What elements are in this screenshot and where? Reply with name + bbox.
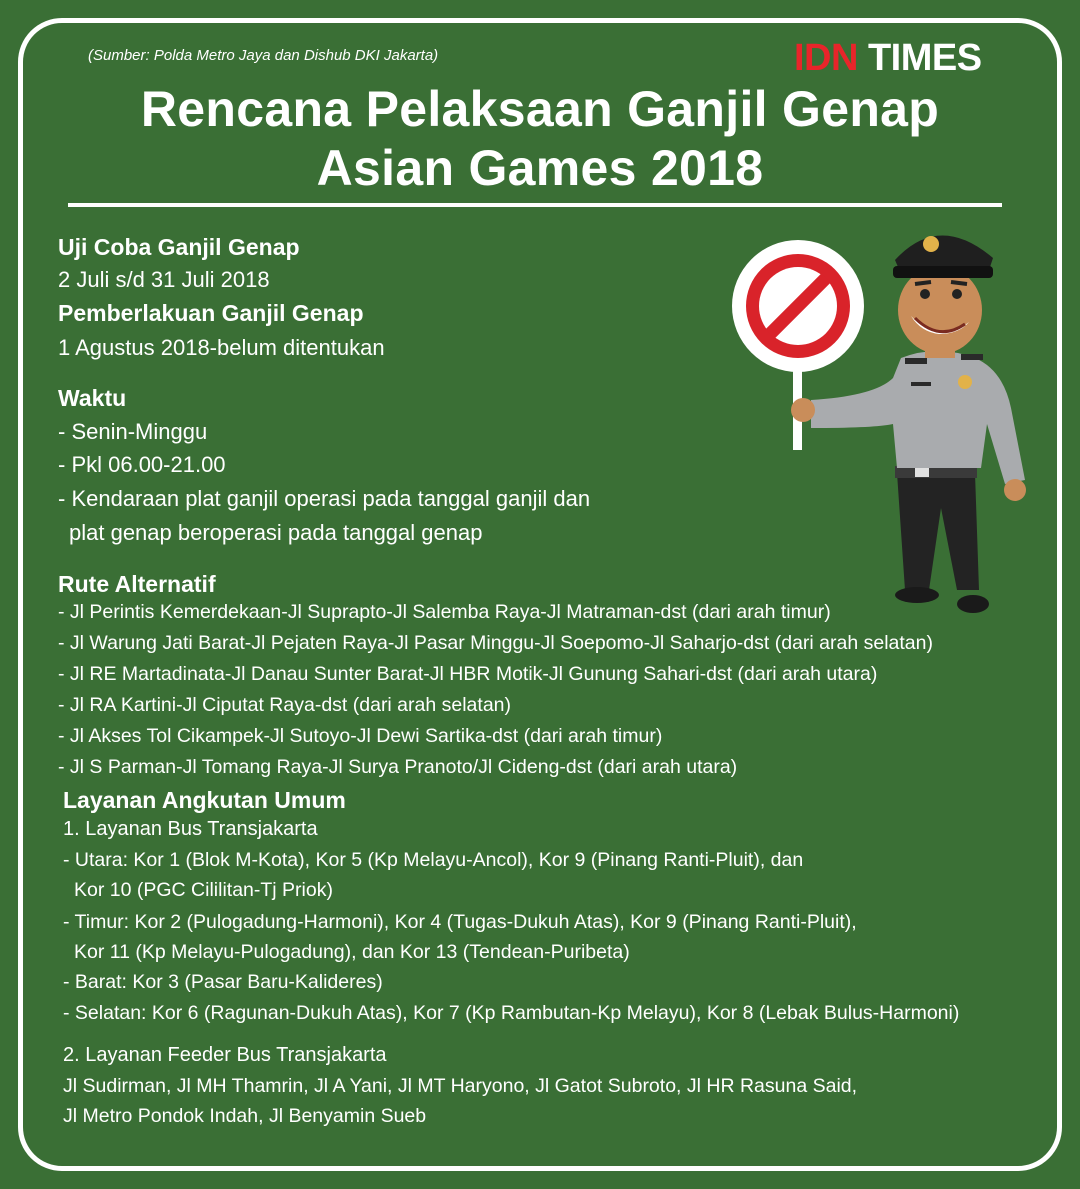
feeder-service-line: Jl Sudirman, Jl MH Thamrin, Jl A Yani, Jl MT Haryono, Jl Gatot Subroto, Jl HR Rasuna Said, (63, 1075, 858, 1097)
route-item: - Jl S Parman-Jl Tomang Raya-Jl Surya Pranoto/Jl Cideng-dst (dari arah utara) (58, 756, 738, 778)
bus-service-line: - Selatan: Kor 6 (Ragunan-Dukuh Atas), Kor 7 (Kp Rambutan-Kp Melayu), Kor 8 (Lebak Bulus-Harmoni) (63, 1002, 960, 1024)
bus-service-heading: 1. Layanan Bus Transjakarta (63, 818, 318, 840)
page-title-line-2: Asian Games 2018 (316, 140, 764, 196)
bus-service-line: - Utara: Kor 1 (Blok M-Kota), Kor 5 (Kp Melayu-Ancol), Kor 9 (Pinang Ranti-Pluit), dan (63, 849, 804, 871)
feeder-service-heading: 2. Layanan Feeder Bus Transjakarta (63, 1044, 387, 1066)
badge-icon (958, 375, 972, 389)
brand-logo-idn: IDN (794, 37, 858, 79)
source-note: (Sumber: Polda Metro Jaya dan Dishub DKI Jakarta) (88, 47, 439, 64)
officer-shirt (811, 351, 1025, 484)
route-item: - Jl Warung Jati Barat-Jl Pejaten Raya-Jl Pasar Minggu-Jl Soepomo-Jl Saharjo-dst (dari arah selatan) (58, 632, 933, 654)
routes-heading: Rute Alternatif (58, 571, 216, 597)
enforcement-heading: Pemberlakuan Ganjil Genap (58, 300, 364, 326)
route-item: - Jl RA Kartini-Jl Ciputat Raya-dst (dari arah selatan) (58, 694, 512, 716)
public-transport-heading: Layanan Angkutan Umum (63, 787, 346, 813)
prohibition-sign-icon (732, 240, 864, 372)
time-heading: Waktu (58, 385, 127, 411)
bus-service-line: - Barat: Kor 3 (Pasar Baru-Kalideres) (63, 971, 383, 993)
trial-heading: Uji Coba Ganjil Genap (58, 234, 300, 260)
feeder-service-line: Jl Metro Pondok Indah, Jl Benyamin Sueb (63, 1105, 427, 1127)
title-divider (68, 203, 1002, 207)
time-item: - Pkl 06.00-21.00 (58, 452, 226, 477)
time-item: - Kendaraan plat ganjil operasi pada tanggal ganjil dan (58, 486, 591, 511)
officer-legs (895, 473, 989, 613)
page-title-line-1: Rencana Pelaksaan Ganjil Genap (140, 81, 940, 137)
trial-dates: 2 Juli s/d 31 Juli 2018 (58, 267, 270, 292)
route-item: - Jl RE Martadinata-Jl Danau Sunter Barat-Jl HBR Motik-Jl Gunung Sahari-dst (dari arah utara) (58, 663, 878, 685)
time-item-continuation: plat genap beroperasi pada tanggal genap (69, 520, 483, 545)
officer-hand-left (791, 398, 815, 422)
bus-service-line: Kor 11 (Kp Melayu-Pulogadung), dan Kor 13 (Tendean-Puribeta) (74, 941, 630, 963)
bus-service-line: Kor 10 (PGC Cililitan-Tj Priok) (74, 879, 333, 901)
route-item: - Jl Akses Tol Cikampek-Jl Sutoyo-Jl Dewi Sartika-dst (dari arah timur) (58, 725, 663, 747)
time-item: - Senin-Minggu (58, 419, 208, 444)
enforcement-dates: 1 Agustus 2018-belum ditentukan (58, 335, 385, 360)
officer-hand-right (1004, 479, 1026, 501)
officer-face (898, 266, 982, 354)
route-item: - Jl Perintis Kemerdekaan-Jl Suprapto-Jl Salemba Raya-Jl Matraman-dst (dari arah timur) (58, 601, 831, 623)
brand-logo (794, 34, 982, 82)
bus-service-line: - Timur: Kor 2 (Pulogadung-Harmoni), Kor 4 (Tugas-Dukuh Atas), Kor 9 (Pinang Ranti-Pluit), (63, 911, 857, 933)
brand-logo-times: TIMES (867, 37, 982, 79)
police-cap-icon (893, 235, 993, 278)
police-officer-illustration (725, 218, 1045, 628)
